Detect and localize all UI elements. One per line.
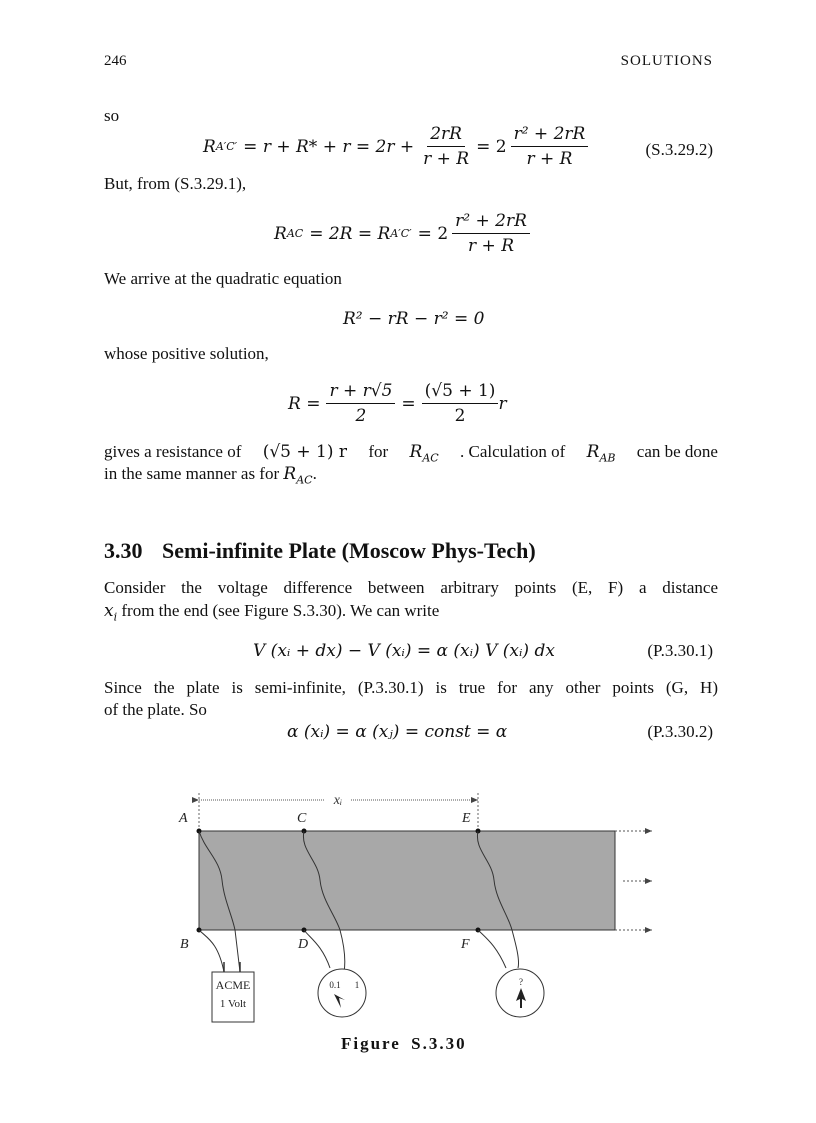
consider-line2-text: from the end (see Figure S.3.30). We can write <box>121 601 440 620</box>
para-so: so <box>104 106 120 125</box>
eq1-frac2-den: r + R <box>526 149 573 169</box>
gives-text-b: for <box>368 442 389 461</box>
battery-label-1: ACME <box>215 978 251 992</box>
equation-p-3-30-2: α (xᵢ) = α (xⱼ) = const = α <box>287 722 508 742</box>
battery-label-2: 1 Volt <box>219 998 247 1010</box>
gives-rac: R <box>409 442 423 462</box>
caption-number: S.3.30 <box>411 1034 467 1053</box>
label-d: D <box>298 937 309 952</box>
wire-b-battery <box>199 930 224 972</box>
meter1-scale-right: 1 <box>354 980 360 990</box>
eq3-frac2-num: (√5 + 1) <box>422 381 499 404</box>
eq2-frac-num: r² + 2rR <box>452 211 530 234</box>
gives-text-c: . Calculation of <box>460 442 566 461</box>
consider-var: x <box>104 601 114 621</box>
eq2-mid-sub: A′C′ <box>390 227 412 240</box>
eq2-lhs-sub: AC <box>286 227 304 240</box>
consider-var-sub: i <box>113 610 118 624</box>
running-title: SOLUTIONS <box>620 53 713 69</box>
equation-number-p-3-30-2: (P.3.30.2) <box>647 722 713 741</box>
eq1-frac2-num: r² + 2rR <box>511 124 589 147</box>
equation-quadratic: R² − rR − r² = 0 <box>343 309 485 329</box>
eq2-mid: = 2R = R <box>309 223 391 244</box>
para-consider-line1: Consider the voltage difference between arbitrary points (E, F) a distance <box>104 578 718 597</box>
eq3-tail: r <box>498 393 507 414</box>
gives-math: (√5 + 1) r <box>262 442 348 462</box>
gives-line2-rac-sub: AC <box>296 473 313 487</box>
label-xi: xᵢ <box>333 793 343 808</box>
section-number: 3.30 <box>104 538 143 563</box>
plate <box>199 831 615 930</box>
eq2-lhs: R <box>274 223 287 244</box>
eq1-mid2: = 2 <box>476 136 507 157</box>
para-since-line2: of the plate. So <box>104 700 207 719</box>
para-since-line1: Since the plate is semi-infinite, (P.3.30.1) is true for any other points (G, H) <box>104 678 718 697</box>
eq1-frac1-num: 2rR <box>427 124 465 147</box>
label-a: A <box>179 811 188 826</box>
equation-p-3-30-1: V (xᵢ + dx) − V (xᵢ) = α (xᵢ) V (xᵢ) dx <box>253 641 555 661</box>
para-quadratic: We arrive at the quadratic equation <box>104 269 342 288</box>
gives-rab: R <box>586 442 600 462</box>
eq3-frac1-den: 2 <box>355 406 367 426</box>
caption-word: Figure <box>341 1034 401 1053</box>
label-c: C <box>297 811 307 826</box>
eq1-lhs-sub: A′C′ <box>215 140 238 153</box>
label-b: B <box>180 937 189 952</box>
eq3-frac2-den: 2 <box>454 406 466 426</box>
equation-number-p-3-30-1: (P.3.30.1) <box>647 641 713 660</box>
figure-caption <box>341 1034 467 1054</box>
para-positive: whose positive solution, <box>104 344 269 363</box>
eq1-lhs: R <box>203 136 216 157</box>
eq1-frac1-den: r + R <box>423 149 470 169</box>
label-f: F <box>461 937 470 952</box>
gives-text-d: can be done <box>636 442 718 461</box>
gives-rac-sub: AC <box>422 451 439 465</box>
eq3-frac1-num: r + r√5 <box>326 381 395 404</box>
voltmeter-1 <box>318 969 366 1017</box>
eq1-mid1: = r + R* + r = 2r + <box>243 136 415 157</box>
section-title: Semi-infinite Plate (Moscow Phys-Tech) <box>162 538 536 563</box>
label-e: E <box>462 811 471 826</box>
eq3-lhs: R = <box>288 393 321 414</box>
meter1-scale-left: 0.1 <box>329 980 341 990</box>
gives-rab-sub: AB <box>599 451 616 465</box>
wire-f-meter2 <box>478 930 506 968</box>
eq3-eq: = <box>401 393 416 414</box>
gives-text-a: gives a resistance of <box>104 442 242 461</box>
equation-number-s-3-29-2: (S.3.29.2) <box>645 140 713 159</box>
eq2-frac-den: r + R <box>468 236 514 256</box>
para-but: But, from (S.3.29.1), <box>104 174 247 193</box>
page-number: 246 <box>104 53 127 69</box>
eq2-mid2: = 2 <box>417 223 449 244</box>
meter2-scale: ? <box>519 977 523 987</box>
gives-line2-text: in the same manner as for <box>104 464 280 483</box>
gives-line2-rac: R <box>283 464 297 484</box>
para-gives-line2: in the same manner as for $R_{AC}$. <box>104 464 317 487</box>
